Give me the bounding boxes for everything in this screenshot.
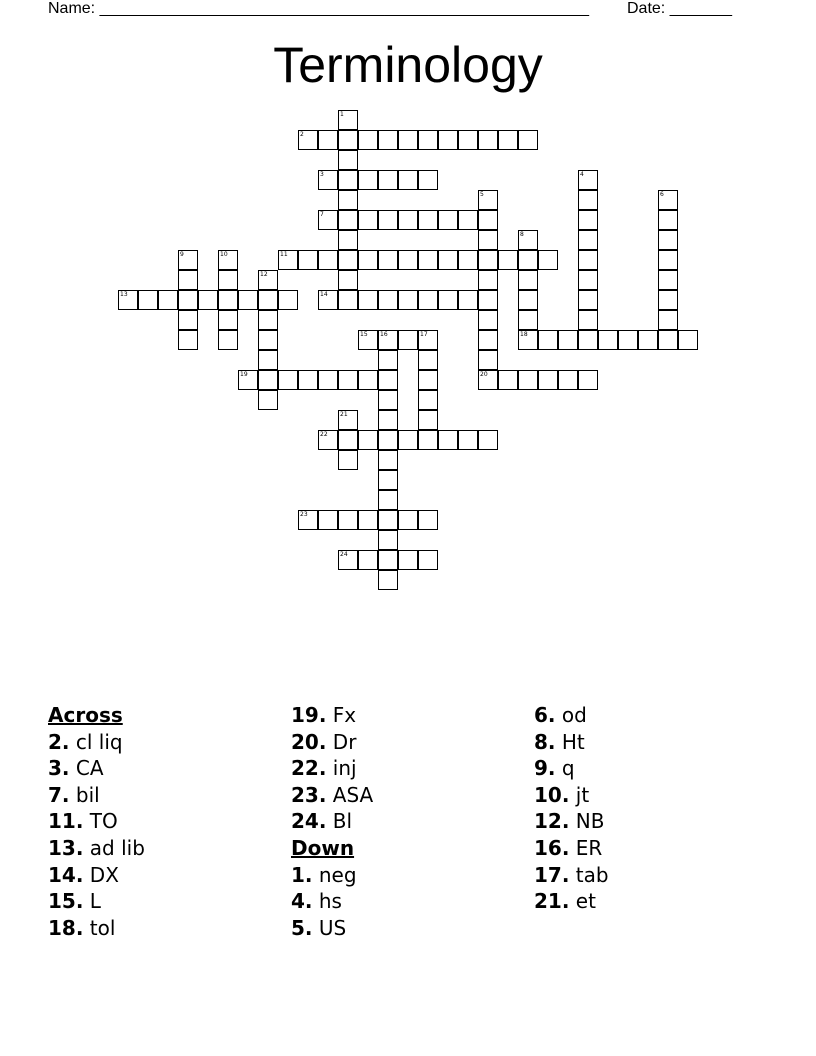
clue-item — [291, 782, 373, 809]
clue-number: 12 — [260, 271, 268, 278]
crossword-cell[interactable] — [378, 390, 398, 410]
crossword-cell[interactable] — [358, 250, 378, 270]
clue-item-text: Bl — [332, 809, 353, 834]
clue-column-3 — [534, 702, 609, 915]
crossword-cell[interactable] — [338, 290, 358, 310]
crossword-cell[interactable] — [498, 250, 518, 270]
crossword-cell[interactable] — [378, 330, 398, 350]
clue-item — [291, 755, 373, 782]
clue-number: 19 — [240, 371, 248, 378]
clue-number: 23 — [300, 511, 308, 518]
crossword-cell[interactable] — [398, 330, 418, 350]
clue-item-number: 10. — [534, 782, 570, 807]
crossword-cell[interactable] — [578, 370, 598, 390]
crossword-cell[interactable] — [518, 330, 538, 350]
crossword-cell[interactable] — [158, 290, 178, 310]
crossword-cell[interactable] — [418, 130, 438, 150]
clue-item — [534, 862, 609, 889]
clue-number: 8 — [520, 231, 524, 238]
clue-item-number: 8. — [534, 729, 556, 754]
crossword-cell[interactable] — [358, 290, 378, 310]
clue-item — [534, 755, 609, 782]
clue-item — [291, 729, 373, 756]
clue-item-text: Fx — [332, 703, 357, 727]
crossword-cell[interactable] — [238, 370, 258, 390]
crossword-cell[interactable] — [278, 290, 298, 310]
crossword-cell[interactable] — [338, 510, 358, 530]
clue-item-text: tol — [89, 915, 116, 940]
crossword-cell[interactable] — [338, 170, 358, 190]
clue-column-1 — [48, 702, 145, 941]
crossword-cell[interactable] — [258, 270, 278, 290]
crossword-cell[interactable] — [578, 270, 598, 290]
clue-item-text: US — [318, 915, 347, 940]
crossword-cell[interactable] — [558, 330, 578, 350]
clue-number: 15 — [360, 331, 368, 338]
crossword-cell[interactable] — [278, 250, 298, 270]
crossword-cell[interactable] — [478, 430, 498, 450]
crossword-cell[interactable] — [318, 210, 338, 230]
crossword-cell[interactable] — [438, 130, 458, 150]
crossword-cell[interactable] — [258, 310, 278, 330]
crossword-cell[interactable] — [438, 250, 458, 270]
crossword-cell[interactable] — [578, 170, 598, 190]
crossword-cell[interactable] — [398, 210, 418, 230]
clue-item-text: ER — [575, 835, 603, 860]
clue-item-text: DX — [89, 862, 119, 887]
clue-item — [291, 915, 373, 942]
name-label: Name: _______________________________________________________ — [48, 0, 589, 17]
crossword-cell[interactable] — [358, 330, 378, 350]
crossword-cell[interactable] — [558, 370, 578, 390]
crossword-cell[interactable] — [458, 290, 478, 310]
crossword-cell[interactable] — [358, 210, 378, 230]
crossword-cell[interactable] — [438, 210, 458, 230]
crossword-cell[interactable] — [518, 130, 538, 150]
crossword-cell[interactable] — [398, 430, 418, 450]
crossword-cell[interactable] — [658, 290, 678, 310]
crossword-cell[interactable] — [338, 270, 358, 290]
clue-item-number: 7. — [48, 782, 70, 807]
crossword-cell[interactable] — [458, 130, 478, 150]
clue-item-text: NB — [575, 809, 605, 834]
crossword-cell[interactable] — [378, 170, 398, 190]
clue-item — [534, 835, 609, 862]
clue-item — [534, 702, 609, 729]
clue-item-number: 16. — [534, 835, 570, 860]
crossword-cell[interactable] — [218, 330, 238, 350]
crossword-cell[interactable] — [338, 430, 358, 450]
crossword-cell[interactable] — [318, 290, 338, 310]
crossword-cell[interactable] — [358, 370, 378, 390]
clue-column-2 — [291, 702, 373, 941]
clue-item-text: od — [561, 703, 587, 727]
crossword-cell[interactable] — [418, 170, 438, 190]
clue-item — [291, 702, 373, 729]
clue-item-number: 18. — [48, 915, 84, 940]
crossword-cell[interactable] — [518, 270, 538, 290]
crossword-cell[interactable] — [458, 430, 478, 450]
clue-number: 3 — [320, 171, 324, 178]
crossword-cell[interactable] — [478, 350, 498, 370]
date-label: Date: _______ — [627, 0, 732, 17]
crossword-cell[interactable] — [478, 370, 498, 390]
clue-item-text: Ht — [561, 729, 585, 754]
crossword-cell[interactable] — [258, 370, 278, 390]
clue-item-number: 23. — [291, 782, 327, 807]
crossword-cell[interactable] — [478, 250, 498, 270]
crossword-cell[interactable] — [478, 290, 498, 310]
crossword-cell[interactable] — [578, 230, 598, 250]
clue-item-number: 24. — [291, 809, 327, 834]
clue-item-number: 13. — [48, 835, 84, 860]
crossword-cell[interactable] — [258, 350, 278, 370]
clue-item-text: L — [89, 889, 101, 914]
clue-number: 7 — [320, 211, 324, 218]
clue-item-number: 4. — [291, 889, 313, 914]
clue-item-number: 22. — [291, 756, 327, 781]
crossword-cell[interactable] — [178, 270, 198, 290]
crossword-cell[interactable] — [378, 210, 398, 230]
crossword-cell[interactable] — [658, 250, 678, 270]
crossword-cell[interactable] — [398, 290, 418, 310]
crossword-cell[interactable] — [358, 430, 378, 450]
clue-number: 24 — [340, 551, 348, 558]
clue-item-number: 1. — [291, 862, 313, 887]
clue-item-text: TO — [89, 809, 118, 834]
clue-number: 16 — [380, 331, 388, 338]
crossword-cell[interactable] — [338, 110, 358, 130]
clue-item — [291, 862, 373, 889]
crossword-cell[interactable] — [498, 130, 518, 150]
crossword-cell[interactable] — [358, 550, 378, 570]
clue-number: 4 — [580, 171, 584, 178]
clue-number: 22 — [320, 431, 328, 438]
crossword-cell[interactable] — [478, 330, 498, 350]
crossword-cell[interactable] — [418, 330, 438, 350]
crossword-cell[interactable] — [518, 310, 538, 330]
clue-item-text: ad lib — [89, 835, 145, 860]
clue-item-number: 19. — [291, 703, 327, 727]
crossword-cell[interactable] — [378, 130, 398, 150]
clue-item — [48, 729, 145, 756]
clue-item — [48, 888, 145, 915]
crossword-cell[interactable] — [578, 190, 598, 210]
clue-number: 20 — [480, 371, 488, 378]
clue-item-number: 11. — [48, 809, 84, 834]
crossword-cell[interactable] — [378, 470, 398, 490]
clue-item-text: cl liq — [75, 729, 123, 754]
crossword-cell[interactable] — [298, 370, 318, 390]
crossword-cell[interactable] — [538, 370, 558, 390]
crossword-cell[interactable] — [418, 350, 438, 370]
crossword-cell[interactable] — [658, 210, 678, 230]
crossword-cell[interactable] — [658, 230, 678, 250]
crossword-cell[interactable] — [378, 570, 398, 590]
crossword-cell[interactable] — [578, 310, 598, 330]
crossword-cell[interactable] — [258, 290, 278, 310]
clue-number: 9 — [180, 251, 184, 258]
clue-item-number: 15. — [48, 889, 84, 914]
crossword-cell[interactable] — [658, 190, 678, 210]
clue-item-number: 9. — [534, 756, 556, 781]
crossword-cell[interactable] — [218, 310, 238, 330]
clue-item-text: et — [575, 889, 596, 914]
crossword-cell[interactable] — [618, 330, 638, 350]
crossword-cell[interactable] — [418, 550, 438, 570]
crossword-cell[interactable] — [378, 450, 398, 470]
crossword-cell[interactable] — [358, 130, 378, 150]
clue-heading-text: Down — [291, 835, 355, 860]
crossword-cell[interactable] — [398, 550, 418, 570]
crossword-cell[interactable] — [378, 430, 398, 450]
crossword-cell[interactable] — [318, 130, 338, 150]
crossword-cell[interactable] — [438, 430, 458, 450]
crossword-cell[interactable] — [338, 370, 358, 390]
crossword-cell[interactable] — [418, 430, 438, 450]
clue-item-number: 12. — [534, 809, 570, 834]
crossword-cell[interactable] — [578, 210, 598, 230]
crossword-cell[interactable] — [418, 370, 438, 390]
crossword-cell[interactable] — [478, 310, 498, 330]
crossword-cell[interactable] — [378, 490, 398, 510]
crossword-cell[interactable] — [298, 510, 318, 530]
clue-number: 17 — [420, 331, 428, 338]
crossword-cell[interactable] — [338, 190, 358, 210]
clue-item-number: 17. — [534, 862, 570, 887]
clue-number: 13 — [120, 291, 128, 298]
crossword-cell[interactable] — [578, 330, 598, 350]
crossword-cell[interactable] — [418, 290, 438, 310]
crossword-cell[interactable] — [658, 330, 678, 350]
clue-item-text: neg — [318, 862, 357, 887]
crossword-cell[interactable] — [358, 170, 378, 190]
clue-item — [534, 729, 609, 756]
crossword-cell[interactable] — [318, 370, 338, 390]
crossword-cell[interactable] — [518, 290, 538, 310]
clue-item-number: 3. — [48, 756, 70, 781]
clue-item-text: Dr — [332, 729, 357, 754]
crossword-cell[interactable] — [118, 290, 138, 310]
clue-number: 18 — [520, 331, 528, 338]
crossword-cell[interactable] — [418, 210, 438, 230]
clue-item — [48, 835, 145, 862]
clue-item — [48, 808, 145, 835]
crossword-cell[interactable] — [358, 510, 378, 530]
crossword-cell[interactable] — [138, 290, 158, 310]
crossword-cell[interactable] — [498, 370, 518, 390]
crossword-cell[interactable] — [478, 230, 498, 250]
clue-item-number: 20. — [291, 729, 327, 754]
clue-item — [534, 808, 609, 835]
clue-item-text: ASA — [332, 782, 374, 807]
clue-item-text: CA — [75, 756, 104, 781]
crossword-cell[interactable] — [538, 250, 558, 270]
crossword-cell[interactable] — [378, 370, 398, 390]
clue-number: 1 — [340, 111, 344, 118]
clue-number: 14 — [320, 291, 328, 298]
clue-heading-text: Across — [48, 703, 123, 727]
crossword-cell[interactable] — [318, 250, 338, 270]
crossword-cell[interactable] — [638, 330, 658, 350]
crossword-cell[interactable] — [298, 250, 318, 270]
clue-section-heading — [291, 835, 373, 862]
crossword-cell[interactable] — [378, 410, 398, 430]
crossword-cell[interactable] — [578, 250, 598, 270]
crossword-cell[interactable] — [478, 270, 498, 290]
clue-item — [534, 782, 609, 809]
crossword-cell[interactable] — [338, 550, 358, 570]
clue-item — [291, 888, 373, 915]
clue-item — [48, 782, 145, 809]
crossword-cell[interactable] — [378, 290, 398, 310]
crossword-cell[interactable] — [418, 410, 438, 430]
crossword-cell[interactable] — [398, 130, 418, 150]
clue-item-number: 2. — [48, 729, 70, 754]
crossword-cell[interactable] — [478, 190, 498, 210]
clue-item-text: q — [561, 756, 575, 781]
crossword-cell[interactable] — [378, 350, 398, 370]
clue-item-number: 14. — [48, 862, 84, 887]
crossword-cell[interactable] — [378, 550, 398, 570]
crossword-cell[interactable] — [418, 510, 438, 530]
crossword-cell[interactable] — [298, 130, 318, 150]
crossword-cell[interactable] — [338, 130, 358, 150]
crossword-cell[interactable] — [598, 330, 618, 350]
crossword-cell[interactable] — [338, 410, 358, 430]
crossword-cell[interactable] — [398, 250, 418, 270]
crossword-cell[interactable] — [338, 210, 358, 230]
crossword-cell[interactable] — [398, 510, 418, 530]
crossword-cell[interactable] — [258, 390, 278, 410]
crossword-cell[interactable] — [278, 370, 298, 390]
clue-item-text: jt — [575, 782, 590, 807]
clue-number: 2 — [300, 131, 304, 138]
crossword-cell[interactable] — [658, 310, 678, 330]
crossword-cell[interactable] — [378, 250, 398, 270]
crossword-cell[interactable] — [678, 330, 698, 350]
crossword-cell[interactable] — [518, 230, 538, 250]
clue-number: 10 — [220, 251, 228, 258]
crossword-cell[interactable] — [378, 530, 398, 550]
crossword-cell[interactable] — [398, 170, 418, 190]
crossword-cell[interactable] — [178, 250, 198, 270]
crossword-cell[interactable] — [658, 270, 678, 290]
crossword-cell[interactable] — [218, 290, 238, 310]
crossword-cell[interactable] — [518, 370, 538, 390]
clue-item-text: bil — [75, 782, 100, 807]
clue-item — [48, 915, 145, 942]
crossword-cell[interactable] — [258, 330, 278, 350]
crossword-cell[interactable] — [418, 250, 438, 270]
crossword-cell[interactable] — [178, 290, 198, 310]
clue-item — [291, 808, 373, 835]
clue-item-text: tab — [575, 862, 609, 887]
crossword-cell[interactable] — [478, 210, 498, 230]
crossword-cell[interactable] — [178, 310, 198, 330]
crossword-cell[interactable] — [338, 150, 358, 170]
crossword-cell[interactable] — [438, 290, 458, 310]
clue-item-number: 21. — [534, 889, 570, 914]
clue-item — [534, 888, 609, 915]
crossword-cell[interactable] — [538, 330, 558, 350]
crossword-cell[interactable] — [338, 450, 358, 470]
clue-item — [48, 755, 145, 782]
crossword-cell[interactable] — [238, 290, 258, 310]
clue-item-text: hs — [318, 889, 342, 914]
crossword-cell[interactable] — [578, 290, 598, 310]
clue-item-number: 5. — [291, 915, 313, 940]
crossword-cell[interactable] — [458, 210, 478, 230]
crossword-cell[interactable] — [418, 390, 438, 410]
clue-number: 5 — [480, 191, 484, 198]
clue-number: 21 — [340, 411, 348, 418]
crossword-cell[interactable] — [318, 170, 338, 190]
crossword-cell[interactable] — [378, 510, 398, 530]
crossword-cell[interactable] — [518, 250, 538, 270]
crossword-cell[interactable] — [178, 330, 198, 350]
page-title: Terminology — [273, 37, 543, 93]
crossword-cell[interactable] — [318, 510, 338, 530]
clue-number: 6 — [660, 191, 664, 198]
crossword-cell[interactable] — [198, 290, 218, 310]
clue-number: 11 — [280, 251, 288, 258]
clue-item-number: 6. — [534, 703, 556, 727]
crossword-cell[interactable] — [458, 250, 478, 270]
crossword-cell[interactable] — [338, 250, 358, 270]
crossword-cell[interactable] — [338, 230, 358, 250]
clue-section-heading — [48, 702, 145, 729]
clue-item-text: inj — [332, 756, 357, 781]
crossword-cell[interactable] — [218, 250, 238, 270]
crossword-cell[interactable] — [478, 130, 498, 150]
crossword-cell[interactable] — [218, 270, 238, 290]
clue-item — [48, 862, 145, 889]
crossword-cell[interactable] — [318, 430, 338, 450]
